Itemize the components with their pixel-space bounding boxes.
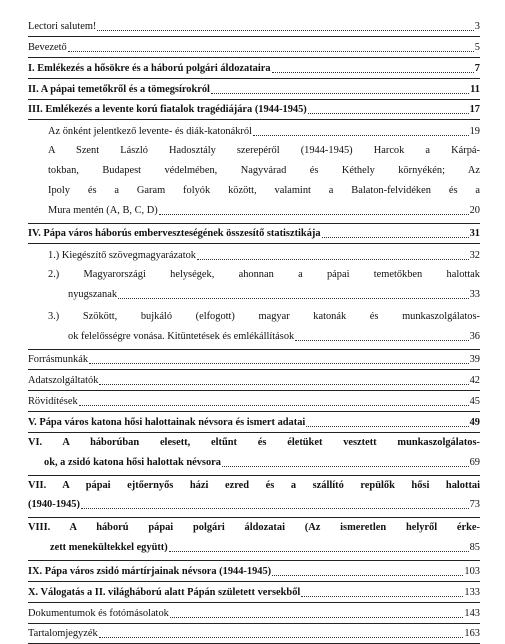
- toc-entry-line: zett menekültekkel együtt): [50, 542, 168, 554]
- dot-leader: [272, 574, 463, 576]
- toc-entry: [28, 624, 480, 644]
- toc-entry-page: 5: [474, 41, 480, 53]
- toc-entry-title: V. Pápa város katona hősi halottainak névsora és ismert adatai: [28, 417, 306, 429]
- toc-entry-line: VII. A pápai ejtőernyős házi ezred és a szállító repülők hősi halottai: [28, 479, 480, 491]
- toc-subentry: [28, 244, 480, 265]
- toc-entry-line: Ipoly és a Garam folyók között, valamint a Balaton-felvidéken és a: [48, 184, 480, 196]
- toc-entry-page: 133: [464, 586, 480, 598]
- toc-entry-title: IV. Pápa város háborús emberveszteségének összesítő statisztikája: [28, 228, 321, 240]
- toc-entry-page: 33: [469, 289, 480, 301]
- toc-entry-line: ok, a zsidó katona hősi halottak névsora: [44, 456, 221, 468]
- dot-leader: [159, 213, 469, 215]
- dot-leader: [169, 550, 469, 552]
- toc-entry-title: X. Válogatás a II. világháború alatt Pápán született versekből: [28, 586, 301, 598]
- toc-entry: [28, 16, 480, 37]
- toc-entry-line: 2.) Magyarországi helységek, ahonnan a pápai temetőkben halottak: [48, 269, 480, 281]
- toc-entry-line: (1940-1945): [28, 499, 80, 511]
- toc-chapter: [28, 58, 480, 79]
- toc-chapter-multiline: [28, 518, 480, 561]
- toc-entry-page: 143: [464, 607, 480, 619]
- toc-entry-page: 36: [469, 330, 480, 342]
- toc-chapter: [28, 582, 480, 603]
- toc-entry-line: VIII. A háború pápai polgári áldozatai (Az ismeretlen helyről érke-: [28, 522, 480, 534]
- table-of-contents: [28, 16, 480, 644]
- dot-leader: [308, 112, 469, 114]
- dot-leader: [295, 339, 468, 341]
- toc-subentry-multiline: [28, 141, 480, 223]
- toc-chapter-multiline: [28, 476, 480, 519]
- toc-entry-title: IX. Pápa város zsidó mártírjainak névsora (1944-1945): [28, 565, 272, 577]
- toc-entry-title: Rövidítések: [28, 396, 78, 408]
- dot-leader: [81, 507, 469, 509]
- toc-entry-line: ok felelősségre vonása. Kitüntetések és emlékállítások: [68, 330, 295, 342]
- toc-entry-page: 17: [469, 104, 480, 116]
- dot-leader: [211, 92, 469, 94]
- toc-entry-title: Adatszolgáltatók: [28, 375, 99, 387]
- toc-entry-page: 3: [474, 20, 480, 32]
- toc-entry-line: Mura mentén (A, B, C, D): [48, 204, 158, 216]
- toc-entry-page: 19: [469, 126, 480, 138]
- toc-entry-line: 3.) Szökött, bujkáló (elfogott) magyar katonák és munkaszolgálatos-: [48, 310, 480, 322]
- dot-leader: [253, 134, 469, 136]
- toc-entry-line: A Szent László Hadosztály szerepéről (1944-1945) Harcok a Kárpá-: [48, 145, 480, 157]
- dot-leader: [301, 595, 463, 597]
- toc-entry-title: Bevezető: [28, 41, 67, 53]
- toc-entry-title: Dokumentumok és fotómásolatok: [28, 607, 169, 619]
- toc-entry-page: 42: [469, 375, 480, 387]
- toc-entry-title: Forrásmunkák: [28, 354, 89, 366]
- toc-chapter: [28, 412, 480, 433]
- dot-leader: [79, 404, 469, 406]
- toc-entry-title: I. Emlékezés a hősökre és a háború polgári áldozataira: [28, 62, 271, 74]
- toc-entry-line: VI. A háborúban elesett, eltűnt és életüket vesztett munkaszolgálatos-: [28, 437, 480, 449]
- toc-entry: [28, 391, 480, 412]
- toc-entry-page: 49: [469, 417, 480, 429]
- toc-entry: [28, 37, 480, 58]
- toc-entry-title: II. A pápai temetőkről és a tömegsírokról: [28, 83, 210, 95]
- toc-entry-line: tokban, Budapest védelmében, Nagyvárad és Kéthely környékén; Az: [48, 165, 480, 177]
- toc-chapter: [28, 100, 480, 121]
- dot-leader: [306, 425, 468, 427]
- toc-chapter: [28, 224, 480, 245]
- toc-entry-title: Lectori salutem!: [28, 20, 97, 32]
- toc-entry-page: 69: [469, 456, 480, 468]
- toc-subentry: [28, 120, 480, 141]
- dot-leader: [118, 297, 469, 299]
- toc-entry: [28, 370, 480, 391]
- toc-entry-page: 73: [469, 499, 480, 511]
- dot-leader: [97, 29, 473, 31]
- toc-entry-page: 39: [469, 354, 480, 366]
- toc-subentry-multiline: [28, 265, 480, 307]
- toc-entry-page: 20: [469, 204, 480, 216]
- toc-entry-page: 31: [469, 228, 480, 240]
- dot-leader: [322, 236, 469, 238]
- toc-entry-title: Tartalomjegyzék: [28, 628, 98, 640]
- toc-entry-page: 45: [469, 396, 480, 408]
- dot-leader: [272, 71, 474, 73]
- toc-chapter: [28, 79, 480, 100]
- toc-entry-page: 103: [464, 565, 480, 577]
- toc-entry-page: 7: [474, 62, 480, 74]
- toc-entry-page: 85: [469, 542, 480, 554]
- dot-leader: [99, 383, 468, 385]
- toc-entry-title: 1.) Kiegészítő szövegmagyarázatok: [48, 250, 197, 262]
- dot-leader: [68, 50, 474, 52]
- toc-entry-page: 163: [464, 628, 480, 640]
- dot-leader: [222, 465, 469, 467]
- dot-leader: [170, 616, 464, 618]
- toc-subentry-multiline: [28, 307, 480, 350]
- dot-leader: [197, 258, 469, 260]
- toc-chapter-multiline: [28, 433, 480, 476]
- toc-entry: [28, 603, 480, 624]
- toc-entry: [28, 350, 480, 371]
- toc-entry-title: III. Emlékezés a levente korú fiatalok tragédiájára (1944-1945): [28, 104, 307, 116]
- dot-leader: [99, 636, 464, 638]
- toc-entry-title: Az önként jelentkező levente- és diák-katonákról: [48, 126, 252, 138]
- dot-leader: [89, 362, 469, 364]
- toc-entry-page: 32: [469, 250, 480, 262]
- toc-entry-line: nyugszanak: [68, 289, 118, 301]
- toc-entry-page: 11: [470, 83, 480, 95]
- toc-chapter: [28, 561, 480, 582]
